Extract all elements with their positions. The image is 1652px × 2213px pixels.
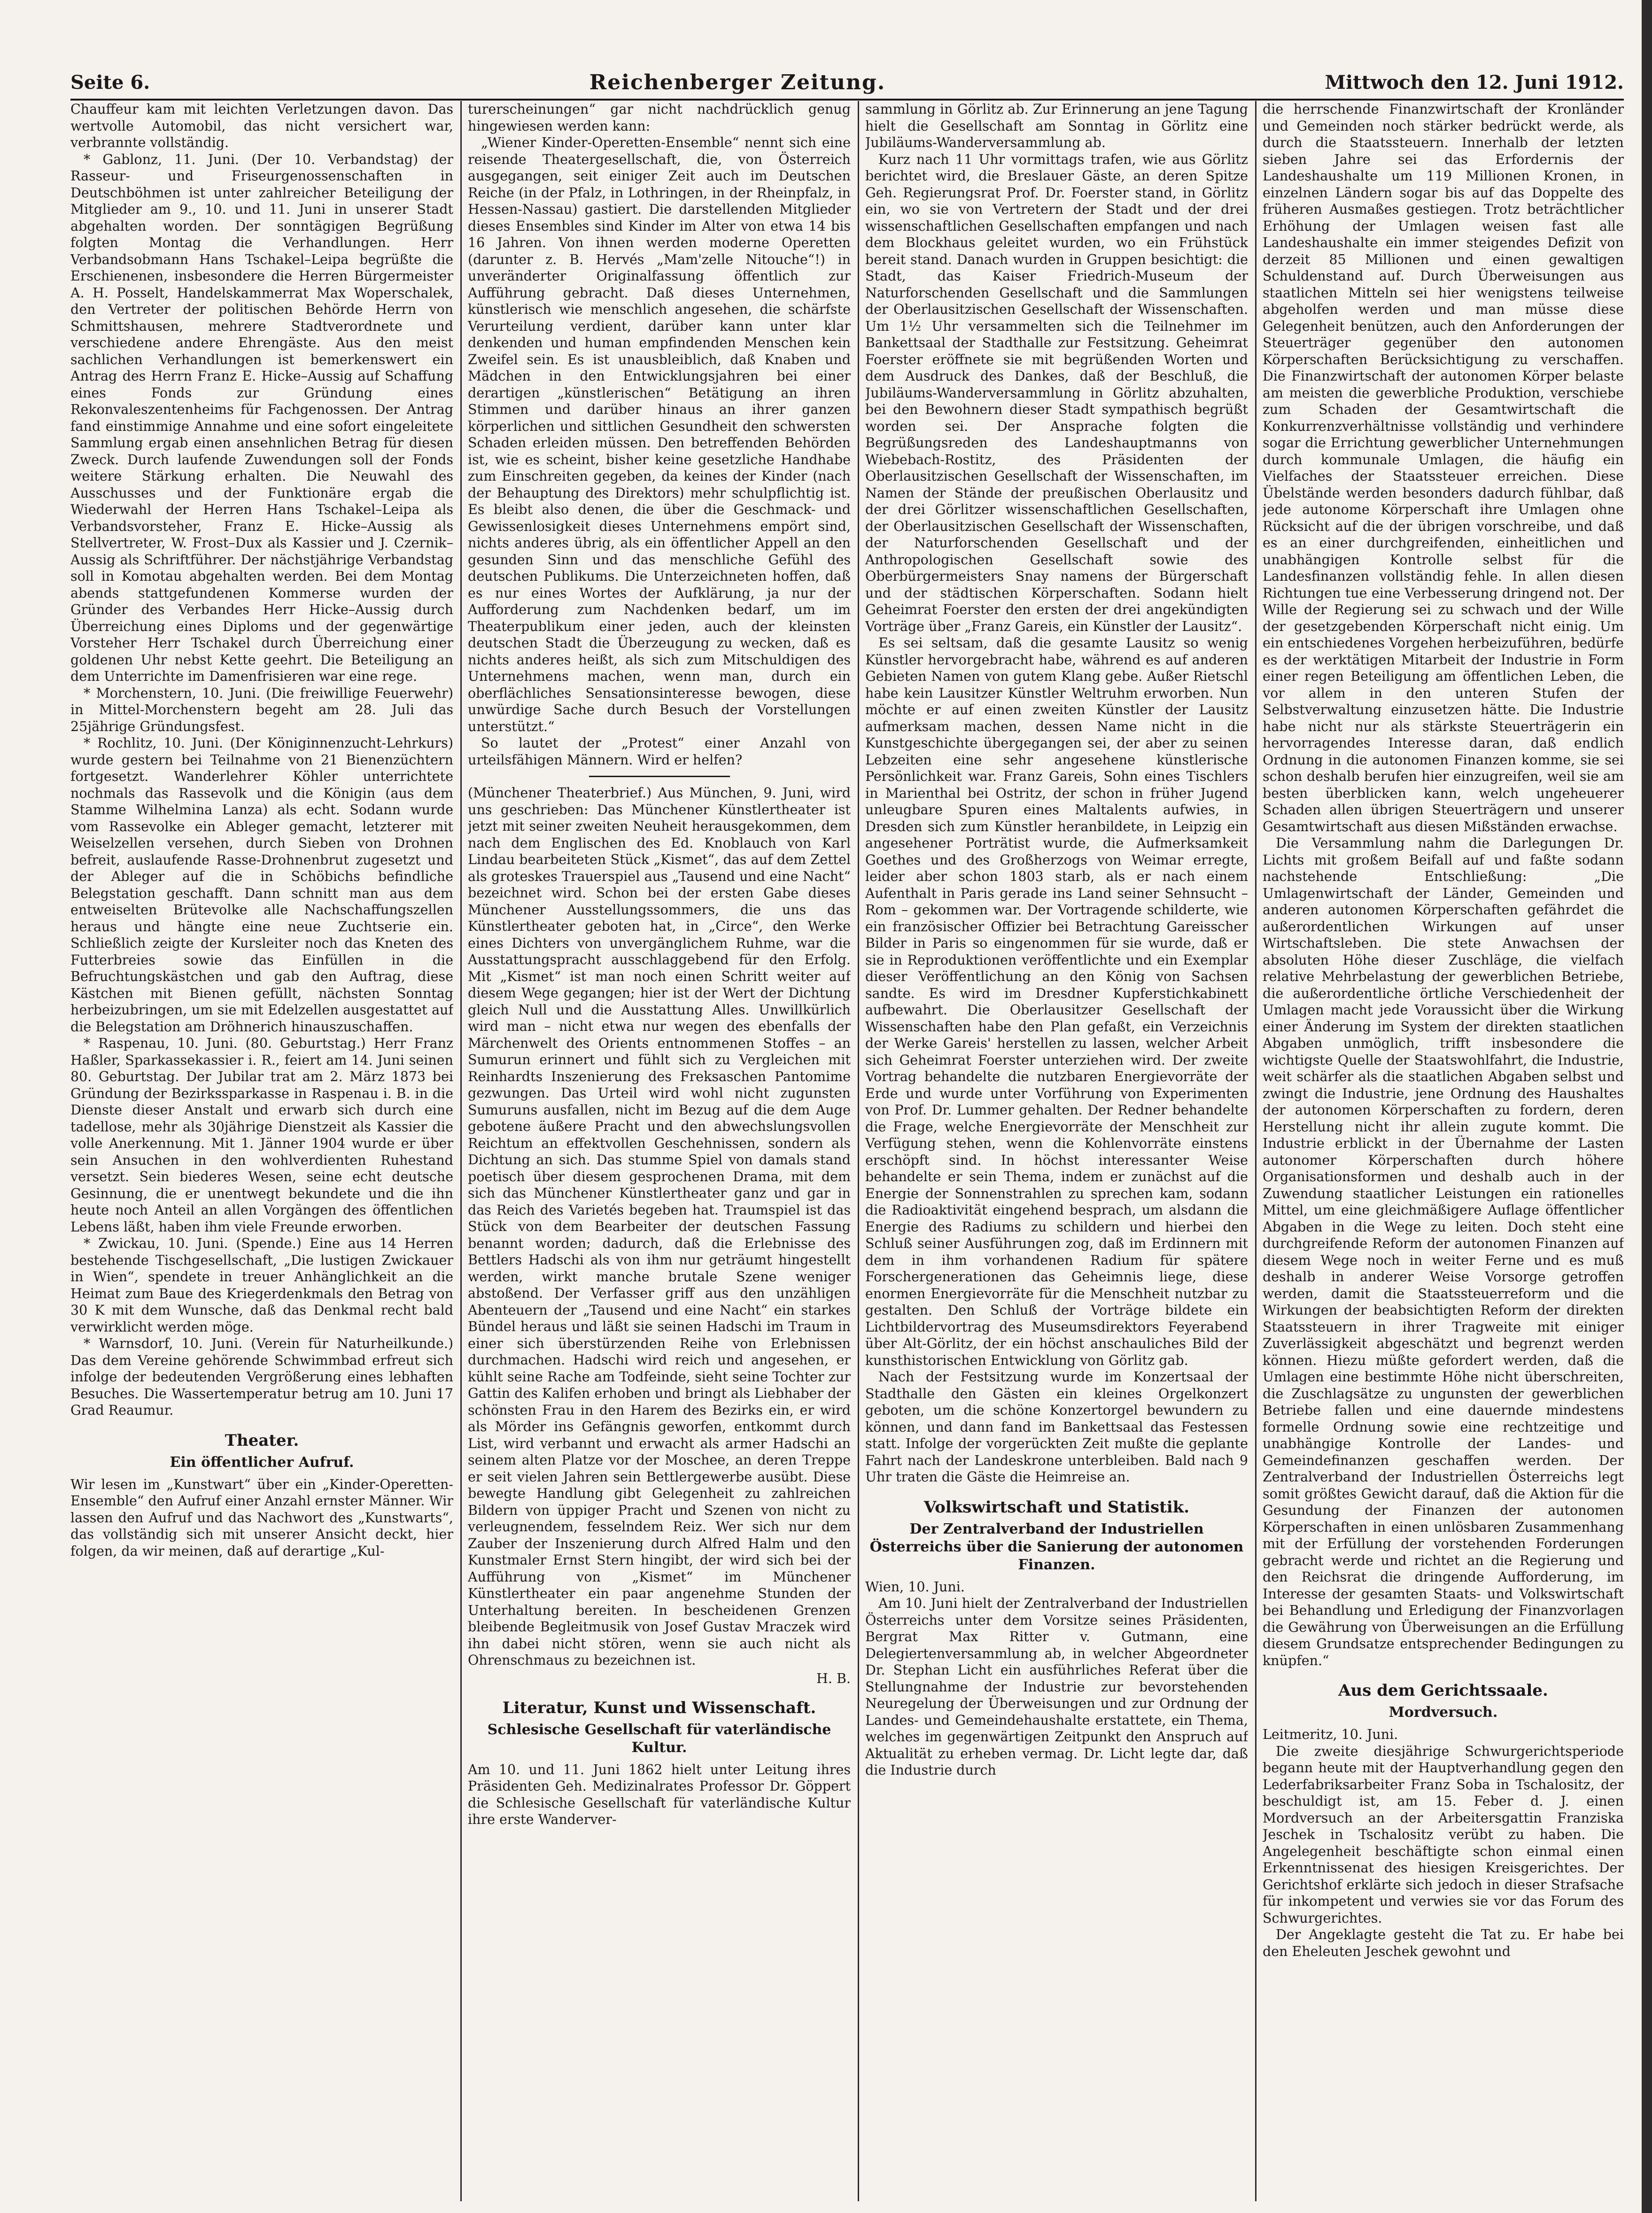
dateline: Leitmeritz, 10. Juni. xyxy=(1263,1727,1398,1742)
section-heading-theater: Theater. xyxy=(225,1431,299,1450)
article-text: Wir lesen im „Kunstwart“ über ein „Kinder-Operetten-Ensemble“ den Aufruf einer Anzahl ernster Männer. Wir lassen den Aufruf und das Nachwort des „Kunstwarts“, das vollständig sich mit unserer Ansicht deckt, hier folgen, da wir meinen, daß auf derartige „Kul- xyxy=(70,1476,453,1559)
column-1 xyxy=(70,101,453,2201)
article-text: „Wiener Kinder-Operetten-Ensemble“ nennt sich eine reisende Theatergesellschaft, die, von Österreich ausgegangen, seit einiger Zeit auch im Deutschen Reiche (in der Pfalz, in Lothringen, in der Rheinpfalz, in Hessen-Nassau) gastiert. Die darstellenden Mitglieder dieses Ensembles sind Kinder im Alter von etwa 14 bis 16 Jahren. Von ihnen werden moderne Operetten (darunter z. B. Hervés „Mam'zelle Nitouche“!) in unveränderter Originalfassung öffentlich zur Aufführung gebracht. Daß dieses Unternehmen, künstlerisch wie menschlich angesehen, die schärfste Verurteilung verdient, darüber kann unter klar denkenden und human empfindenden Menschen kein Zweifel sein. Es ist unausbleiblich, daß Knaben und Mädchen in den Entwicklungsjahren bei einer derartigen „künstlerischen“ Betätigung an ihren Stimmen und darüber hinaus an ihrer ganzen körperlichen und sittlichen Gesundheit den schwersten Schaden erleiden müssen. Den betreffenden Behörden ist, wie es scheint, bisher keine gesetzliche Handhabe zum Einschreiten gegeben, da keines der Kinder (nach der Behauptung des Direktors) mehr schulpflichtig ist. Es bleibt also denen, die über die Geschmack- und Gewissenlosigkeit dieses Unternehmens empört sind, nichts anderes übrig, als ein öffentlicher Appell an den gesunden Sinn und das menschliche Gefühl des deutschen Publikums. Die Unterzeichneten hoffen, daß es nur eines Wortes der Aufklärung, ja nur der Aufforderung zum Nachdenken bedarf, um im Theaterpublikum einer jeden, auch der kleinsten deutschen Stadt die Überzeugung zu wecken, daß es nichts anderes heißt, als sich zum Mitschuldigen des Unternehmens machen, wenn man, durch ein oberflächliches Sensationsinteresse bewogen, diese unwürdige Sache durch Besuch der Vorstellungen unterstützt.“ xyxy=(468,135,851,734)
article-heading: Der Zentralverband der Industriellen Österreichs über die Sanierung der autonomen Finanzen. xyxy=(869,1520,1244,1573)
columns xyxy=(70,101,1624,2201)
column-2 xyxy=(468,101,851,2201)
article-text: Die Versammlung nahm die Darlegungen Dr. Lichts mit großem Beifall auf und faßte sodann nachstehende Entschließung: „Die Umlagenwirtschaft der Länder, Gemeinden und anderen autonomen Körperschaften gefährdet die außerordentlichen Wirkungen auf unser Wirtschaftsleben. Die stete Anwachsen der absoluten Höhe dieser Zuschläge, die vielfach relative Mehrbelastung der gewerblichen Betriebe, die außerordentliche örtliche Verschiedenheit der Umlagen macht jede Voraussicht über die Wirkung einer Änderung im System der direkten staatlichen Abgaben unmöglich, trifft insbesondere die wichtigste Quelle der Staatswohlfahrt, die Industrie, weit schärfer als die staatlichen Abgaben selbst und zwingt die Industrie, jene Ordnung des Haushaltes der autonomen Körperschaften zu fordern, deren Herstellung nicht ihr allein zugute kommt. Die Industrie erblickt in der Übernahme der Lasten autonomer Körperschaften durch höhere Organisationsformen und deshalb auch in der Zuwendung staatlicher Leistungen ein rationelles Mittel, um eine gleichmäßigere Auflage öffentlicher Abgaben in die Wege zu leiten. Doch steht eine durchgreifende Reform der autonomen Finanzen auf diesem Wege noch in weiter Ferne und es muß deshalb in anderer Weise Vorsorge getroffen werden, damit die Staatssteuerreform und die Wirkungen der beabsichtigten Reform der direkten Staatssteuern in ihrer Tragweite mit einiger Zuverlässigkeit abgeschätzt und begrenzt werden können. Hiezu müßte gefordert werden, daß die Umlagen eine bestimmte Höhe nicht überschreiten, die Zuschlagsätze zu ungunsten der gewerblichen Betriebe fallen und eine dauernde mindestens formelle Ordnung sowie eine rechtzeitige und unabhängige Kontrolle der Landes- und Gemeindefinanzen geschaffen werden. Der Zentralverband der Industriellen Österreichs legt somit größtes Gewicht darauf, daß die Aktion für die Gesundung der Finanzen der autonomen Körperschaften in einen unlösbaren Zusammenhang mit der Erfüllung der vorstehenden Forderungen gebracht werde und richtet an die Regierung und den Reichsrat die dringende Aufforderung, im Interesse der gesamten Staats- und Volkswirtschaft bei Behandlung und Erledigung der Finanzvorlagen die Gewährung von Überweisungen an die Erfüllung diesem Grundsatze entsprechender Bedingungen zu knüpfen.“ xyxy=(1263,835,1624,1668)
article-text: Chauffeur kam mit leichten Verletzungen davon. Das wertvolle Automobil, das nicht versichert war, verbrannte vollständig. xyxy=(70,101,453,150)
newspaper-title: Reichenberger Zeitung. xyxy=(589,70,886,94)
page-header xyxy=(70,66,1624,101)
section-heading-volkswirtschaft: Volkswirtschaft und Statistik. xyxy=(923,1497,1190,1517)
column-3 xyxy=(865,101,1248,2201)
article-text: Die zweite diesjährige Schwurgerichtsperiode begann heute mit der Hauptverhandlung gegen den Lederfabriksarbeiter Franz Soba in Tschalositz, der beschuldigt ist, am 15. Feber d. J. einen Mordversuch an der Arbeitersgattin Franziska Jeschek in Tschalositz verübt zu haben. Die Angelegenheit beschäftigte schon einmal einen Erkenntnissenat des hiesigen Kreisgerichtes. Der Gerichtshof erklärte sich jedoch in dieser Strafsache für inkompetent und verwies sie vor das Forum des Schwurgerichtes. xyxy=(1263,1743,1624,1926)
page-number: Seite 6. xyxy=(70,71,150,94)
column-4 xyxy=(1263,101,1624,2201)
scan-edge xyxy=(1642,0,1652,2213)
article-text: Kurz nach 11 Uhr vormittags trafen, wie aus Görlitz berichtet wird, die Breslauer Gäste, an deren Spitze Geh. Regierungsrat Prof. Dr. Foerster stand, in Görlitz ein, wo sie von Vertretern der Stadt und der drei wissenschaftlichen Gesellschaften empfangen und nach dem Blockhaus geleitet wurden, wo ein Frühstück bereit stand. Danach wurden in Gruppen besichtigt: die Stadt, das Kaiser Friedrich-Museum der Naturforschenden Gesellschaft und die Sammlungen der Oberlausitzischen Gesellschaft der Wissenschaften. Um 1½ Uhr versammelten sich die Teilnehmer im Bankettsaal der Stadthalle zur Festsitzung. Geheimrat Foerster eröffnete sie mit begrüßenden Worten und dem Ausdruck des Dankes, daß der Beschluß, die Jubiläums-Wanderversammlung in Görlitz abzuhalten, bei den Bewohnern dieser Stadt sympathisch begrüßt worden sei. Der Ansprache folgten die Begrüßungsreden des Landeshauptmanns von Wiebebach-Rostitz, des Präsidenten der Oberlausitzischen Gesellschaft der Wissenschaften, im Namen der Stände der preußischen Oberlausitz und der drei Görlitzer wissenschaftlichen Gesellschaften, der Oberlausitzischen Gesellschaft der Wissenschaften, der Naturforschenden Gesellschaft und der Anthropologischen Gesellschaft sowie des Oberbürgermeisters Snay namens der Bürgerschaft und der städtischen Körperschaften. Sodann hielt Geheimrat Foerster den ersten der drei angekündigten Vorträge über „Franz Gareis, ein Künstler der Lausitz“. xyxy=(865,151,1248,634)
section-heading-literatur: Literatur, Kunst und Wissenschaft. xyxy=(502,1698,816,1717)
article-text: die herrschende Finanzwirtschaft der Kronländer und Gemeinden noch stärker bedrückt werde, als durch die Staatssteuern. Innerhalb der letzten sieben Jahre sei das Erfordernis der Landeshaushalte um 119 Millionen Kronen, in einzelnen Ländern sogar bis auf das Doppelte des früheren Ausmaßes gestiegen. Trotz beträchtlicher Erhöhung der Umlagen weisen fast alle Landeshaushalte ein immer steigendes Defizit von derzeit 85 Millionen und einen gewaltigen Schuldenstand auf. Durch Überweisungen aus staatlichen Mitteln sei hier wenigstens teilweise abgeholfen werden und man müsse diese Gelegenheit benützen, auch den Anforderungen der Steuerträger gegenüber den autonomen Körperschaften Berücksichtigung zu verschaffen. Die Finanzwirtschaft der autonomen Körper belaste am meisten die gewerbliche Produktion, verschiebe zum Schaden der Gesamtwirtschaft die Konkurrenzverhältnisse vollständig und verhindere sogar die Errichtung gewerblicher Unternehmungen durch kommunale Umlagen, die häufig ein Vielfaches der Staatssteuer erreichen. Diese Übelstände werden besonders dadurch fühlbar, daß jede autonome Körperschaft ihre Umlagen ohne Rücksicht auf die der übrigen vorschreibe, und daß es an einer durchgreifenden, einheitlichen und unabhängigen Kontrolle selbst für die Landesfinanzen vollständig fehle. In allen diesen Richtungen tue eine Verbesserung dringend not. Der Wille der Regierung sei zu schwach und der Wille der gesetzgebenden Körperschaft nicht einig. Um ein entschiedenes Vorgehen herbeizuführen, bedürfe es der werktätigen Mitarbeit der Industrie in Form einer regen Beteiligung am öffentlichen Leben, die vor allem in den unteren Stufen der Selbstverwaltung einzusetzen hätte. Die Industrie habe nicht nur als stärkste Steuerträgerin ein hervorragendes Interesse daran, daß endlich Ordnung in die autonomen Finanzen komme, sie sei schon deshalb berufen hier einzugreifen, weil sie am besten überblicken kann, welch ungeheuerer Schaden allen übrigen Steuerträgern und unserer Gesamtwirtschaft aus diesen Mißständen erwachse. xyxy=(1263,101,1624,834)
dateline: Wien, 10. Juni. xyxy=(865,1579,965,1595)
article-text: sammlung in Görlitz ab. Zur Erinnerung an jene Tagung hielt die Gesellschaft am Sonntag in Görlitz eine Jubiläums-Wanderversammlung ab. xyxy=(865,101,1248,150)
column-rule xyxy=(1255,101,1256,2201)
article-text: * Zwickau, 10. Juni. (Spende.) Eine aus 14 Herren bestehende Tischgesellschaft, „Die lustigen Zwickauer in Wien“, spendete in treuer Anhänglichkeit an die Heimat zum Baue des Kriegerdenkmals den Betrag von 30 K mit dem Wunsche, daß das Denkmal recht bald verwirklicht werden möge. xyxy=(70,1236,453,1335)
article-text: Nach der Festsitzung wurde im Konzertsaal der Stadthalle den Gästen ein kleines Orgelkonzert geboten, um die schöne Konzertorgel bewundern zu können, und dann fand im Bankettsaal das Festessen statt. Infolge der vorgerückten Zeit mußte die geplante Fahrt nach der Landeskrone unterbleiben. Bald nach 9 Uhr traten die Gäste die Heimreise an. xyxy=(865,1369,1248,1485)
column-rule xyxy=(858,101,859,2201)
article-heading: Ein öffentlicher Aufruf. xyxy=(170,1454,354,1471)
column-rule xyxy=(460,101,462,2201)
issue-date: Mittwoch den 12. Juni 1912. xyxy=(1325,71,1624,94)
article-text: * Raspenau, 10. Juni. (80. Geburtstag.) Herr Franz Haßler, Sparkassekassier i. R., feiert am 14. Juni seinen 80. Geburtstag. Der Jubilar trat am 2. März 1873 bei Gründung der Bezirkssparkasse in Raspenau i. B. in die Dienste dieser Anstalt und erwarb sich durch eine tadellose, mehr als 30jährige Dienstzeit als Kassier die volle Anerkennung. Mit 1. Jänner 1904 wurde er über sein Ansuchen in den wohlverdienten Ruhestand versetzt. Sein biederes Wesen, seine echt deutsche Gesinnung, die er unentwegt bekundete und die ihn heute noch Anteil an allen Vorgängen des öffentlichen Lebens läßt, haben ihm viele Freunde erworben. xyxy=(70,1036,453,1235)
article-text: Der Angeklagte gesteht die Tat zu. Er habe bei den Eheleuten Jeschek gewohnt und xyxy=(1263,1927,1624,1959)
article-text: Es sei seltsam, daß die gesamte Lausitz so wenig Künstler hervorgebracht habe, während es auf anderen Gebieten Namen von gutem Klang gebe. Außer Rietschl habe kein Lausitzer Künstler Weltruhm erworben. Nun möchte er auf einen zweiten Künstler der Lausitz aufmerksam machen, dessen Name nicht in die Kunstgeschichte übergegangen sei, der aber zu seinen Lebzeiten eine sehr angesehene künstlerische Persönlichkeit war. Franz Gareis, Sohn eines Tischlers in Marienthal bei Ostritz, der schon in früher Jugend unleugbare Spuren eines Maltalents aufwies, in Dresden sich zum Künstler heranbildete, in Leipzig ein angesehener Porträtist wurde, die Aufmerksamkeit Goethes und des Großherzogs von Weimar erregte, leider aber schon 1803 starb, als er nach einem Aufenthalt in Paris gerade ins Land seiner Sehnsucht – Rom – gekommen war. Der Vortragende schilderte, wie ein französischer Offizier bei Betrachtung Gareisscher Bilder in Paris so eingenommen für sie wurde, daß er sie in Reproduktionen veröffentlichte und ein Exemplar dieser Veröffentlichung an den König von Sachsen sandte. Es wird im Dresdner Kupferstichkabinett aufbewahrt. Die Oberlausitzer Gesellschaft der Wissenschaften habe den Plan gefaßt, ein Verzeichnis der Werke Gareis' herstellen zu lassen, welcher Arbeit sich Geheimrat Foerster unterziehen wird. Der zweite Vortrag behandelte die nutzbaren Energievorräte der Erde und wurde unter Vorführung von Experimenten von Prof. Dr. Lummer gehalten. Der Redner behandelte die Frage, welche Energievorräte der Menschheit zur Verfügung stehen, wenn die Kohlenvorräte einstens erschöpft sind. In höchst interessanter Weise behandelte er sein Thema, indem er zunächst auf die Energie der Sonnenstrahlen zu sprechen kam, sodann die Radioaktivität eingehend besprach, um alsdann die Energie des Radiums zu schildern und hierbei den Schluß seiner Ausführungen zog, daß im Erdinnern mit dem in ihm vorhandenen Radium für spätere Forschergenerationen das Geheimnis liege, diese enormen Energievorräte für die Menschheit nutzbar zu gestalten. Den Schluß der Vorträge bildete ein Lichtbildervortrag des Museumsdirektors Feyerabend über Alt-Görlitz, der ein höchst anschauliches Bild der kunsthistorischen Entwicklung von Görlitz gab. xyxy=(865,635,1248,1368)
article-text: * Morchenstern, 10. Juni. (Die freiwillige Feuerwehr) in Mittel-Morchenstern begeht am 28. Juli das 25jährige Gründungsfest. xyxy=(70,685,453,734)
article-text: (Münchener Theaterbrief.) Aus München, 9. Juni, wird uns geschrieben: Das Münchener Künstlertheater ist jetzt mit seiner zweiten Neuheit herausgekommen, dem nach dem Englischen des Ed. Knoblauch von Karl Lindau bearbeiteten Stück „Kismet“, das auf dem Zettel als groteskes Trauerspiel aus „Tausend und eine Nacht“ bezeichnet wird. Schon bei der ersten Gabe dieses Münchener Ausstellungssommers, die uns das Künstlertheater geboten hat, in „Circe“, den Werke eines Dichters von unvergänglichem Ruhme, war die Ausstattungspracht ausschlaggebend für den Erfolg. Mit „Kismet“ ist man noch einen Schritt weiter auf diesem Wege gegangen; hier ist der Wert der Dichtung gleich Null und die Ausstattung Alles. Unwillkürlich wird man – nicht etwa nur wegen des ebenfalls der Märchenwelt des Orients entnommenen Stoffes – an Sumurun erinnert und fühlt sich zu Vergleichen mit Reinhardts Inszenierung des Freksaschen Pantomime gezwungen. Das Urteil wird wohl nicht zugunsten Sumuruns ausfallen, nicht im Bezug auf die dem Auge gebotene äußere Pracht und den abwechslungsvollen Reichtum an effektvollen Geschehnissen, sondern als Dichtung an sich. Das stumme Spiel von damals stand poetisch über diesem gesprochenen Drama, mit dem sich das Münchener Künstlertheater ganz und gar in das Reich des Varietés begeben hat. Traumspiel ist das Stück von dem Bearbeiter der deutschen Fassung benannt worden; dadurch, daß die Erlebnisse des Bettlers Hadschi als von ihm nur geträumt hingestellt werden, wirkt manche brutale Szene weniger abstoßend. Der Verfasser griff aus den unzähligen Abenteuern der „Tausend und eine Nacht“ ein starkes Bündel heraus und läßt sie seinen Hadschi im Traum in einer sich überstürzenden Reihe von Erlebnissen durchmachen. Hadschi wird reich und angesehen, er kühlt seine Rache am Todfeinde, sieht seine Tochter zur Gattin des Kalifen erhoben und bringt als Liebhaber der schönsten Frau in den Harem des Bezirks ein, er wird als Mörder ins Gefängnis geworfen, entkommt durch List, wird verbannt und erwacht als armer Hadschi an seinem alten Platze vor der Moschee, an deren Treppe er seit vielen Jahren sein Bettlergewerbe ausübt. Diese bewegte Handlung gibt Gelegenheit zu zahlreichen Bildern von üppiger Pracht und Szenen von nicht zu verleugnendem, fesselndem Reiz. Wer sich nur dem Zauber der Inszenierung durch Alfred Halm und den Kunstmaler Ernst Stern hingibt, der wird sich bei der Aufführung von „Kismet“ im Münchener Künstlertheater ein paar angenehme Stunden der Unterhaltung bereiten. In bescheidenen Grenzen bleibende Begleitmusik von Josef Gustav Mraczek wird ihn dabei nicht stören, wenn sie auch nicht als Ohrenschmaus zu bezeichnen ist. xyxy=(468,785,851,1668)
article-text: turerscheinungen“ gar nicht nachdrücklich genug hingewiesen werden kann: xyxy=(468,101,851,134)
article-text: Am 10. Juni hielt der Zentralverband der Industriellen Österreichs unter dem Vorsitze seines Präsidenten, Bergrat Max Ritter v. Gutmann, eine Delegiertenversammlung ab, in welcher Abgeordneter Dr. Stephan Licht ein ausführliches Referat über die Stellungnahme der Industrie zur bevorstehenden Neuregelung der Überweisungen und zur Ordnung der Landes- und Gemeindehaushalte erstattete, ein Thema, welches im gegenwärtigen Zeitpunkt den Anspruch auf Aktualität zu erheben vermag. Dr. Licht legte dar, daß die Industrie durch xyxy=(865,1596,1248,1778)
article-heading: Mordversuch. xyxy=(1388,1704,1498,1721)
author-signature: H. B. xyxy=(816,1670,851,1686)
article-text: * Rochlitz, 10. Juni. (Der Königinnenzucht-Lehrkurs) wurde gestern bei Teilnahme von 21 Bienenzüchtern fortgesetzt. Wanderlehrer Köhler unterrichtete nochmals das Rassevolk und die Königin (aus dem Stamme Wilhelmina Lanza) als echt. Sodann wurde vom Rassevolke ein Ableger gemacht, letzterer mit Weiselzellen versehen, durch Sieben von Drohnen befreit, auslaufende Rasse-Drohnenbrut zugesetzt und der Ableger auf die in Schöbichs befindliche Belegstation geschafft. Dann schnitt man aus dem entweiselten Brütevolke alle Nachschaffungszellen heraus und hängte eine neue Zuchtserie ein. Schließlich zeigte der Kursleiter noch das Kneten des Futterbreies sowie das Einfüllen in die Befruchtungskästchen und gab den Auftrag, diese Kästchen mit Bienen gefüllt, nächsten Sonntag herbeizubringen, um sie mit Edelzellen ausgestattet auf die Belegstation am Dröhnerich hinauszuschaffen. xyxy=(70,735,453,1035)
article-text: * Gablonz, 11. Juni. (Der 10. Verbandstag) der Rasseur- und Friseurgenossenschaften in Deutschböhmen ist unter zahlreicher Beteiligung der Mitglieder am 9., 10. und 11. Juni in unserer Stadt abgehalten worden. Der sonntägigen Begrüßung folgten Montag die Verhandlungen. Herr Verbandsobmann Hans Tschakel–Leipa begrüßte die Erschienenen, insbesondere die Herren Bürgermeister A. H. Posselt, Handelskammerrat Max Woperschalek, den Vertreter der politischen Behörde Herrn von Schmittshausen, mehrere Stadtverordnete und verschiedene andere Ehrengäste. Aus den meist sachlichen Verhandlungen ist bemerkenswert ein Antrag des Herrn Franz E. Hicke–Aussig auf Schaffung eines Fonds zur Gründung eines Rekonvaleszentenheims für Fachgenossen. Der Antrag fand einstimmige Annahme und eine sofort eingeleitete Sammlung ergab einen ansehnlichen Betrag für diesen Zweck. Durch laufende Zuwendungen soll der Fonds weitere Stärkung erhalten. Die Neuwahl des Ausschusses und der Funktionäre ergab die Wiederwahl der Herren Hans Tschakel–Leipa als Verbandsvorsteher, Franz E. Hicke–Aussig als Stellvertreter, W. Frost–Dux als Kassier und J. Czernik–Aussig als Schriftführer. Der nächstjährige Verbandstag soll in Komotau abgehalten werden. Bei dem Montag abends stattgefundenen Kommerse wurden der Gründer des Verbandes Herr Hicke–Aussig durch Überreichung eines Diploms und der gegenwärtige Vorsteher Herr Tschakel durch Überreichung einer goldenen Uhr nebst Kette geehrt. Die Beteiligung an dem Unterrichte im Damenfrisieren war eine rege. xyxy=(70,151,453,684)
article-text: So lautet der „Protest“ einer Anzahl von urteilsfähigen Männern. Wird er helfen? xyxy=(468,735,851,768)
separator xyxy=(589,776,730,777)
section-heading-gerichtssaal: Aus dem Gerichtssaale. xyxy=(1338,1681,1548,1700)
article-text: Am 10. und 11. Juni 1862 hielt unter Leitung ihres Präsidenten Geh. Medizinalrates Professor Dr. Göppert die Schlesische Gesellschaft für vaterländische Kultur ihre erste Wanderver- xyxy=(468,1761,851,1827)
article-heading: Schlesische Gesellschaft für vaterländische Kultur. xyxy=(487,1721,831,1756)
article-text: * Warnsdorf, 10. Juni. (Verein für Naturheilkunde.) Das dem Vereine gehörende Schwimmbad erfreut sich infolge der bedeutenden Vergrößerung eines lebhaften Besuches. Die Wassertemperatur betrug am 10. Juni 17 Grad Reaumur. xyxy=(70,1336,453,1418)
